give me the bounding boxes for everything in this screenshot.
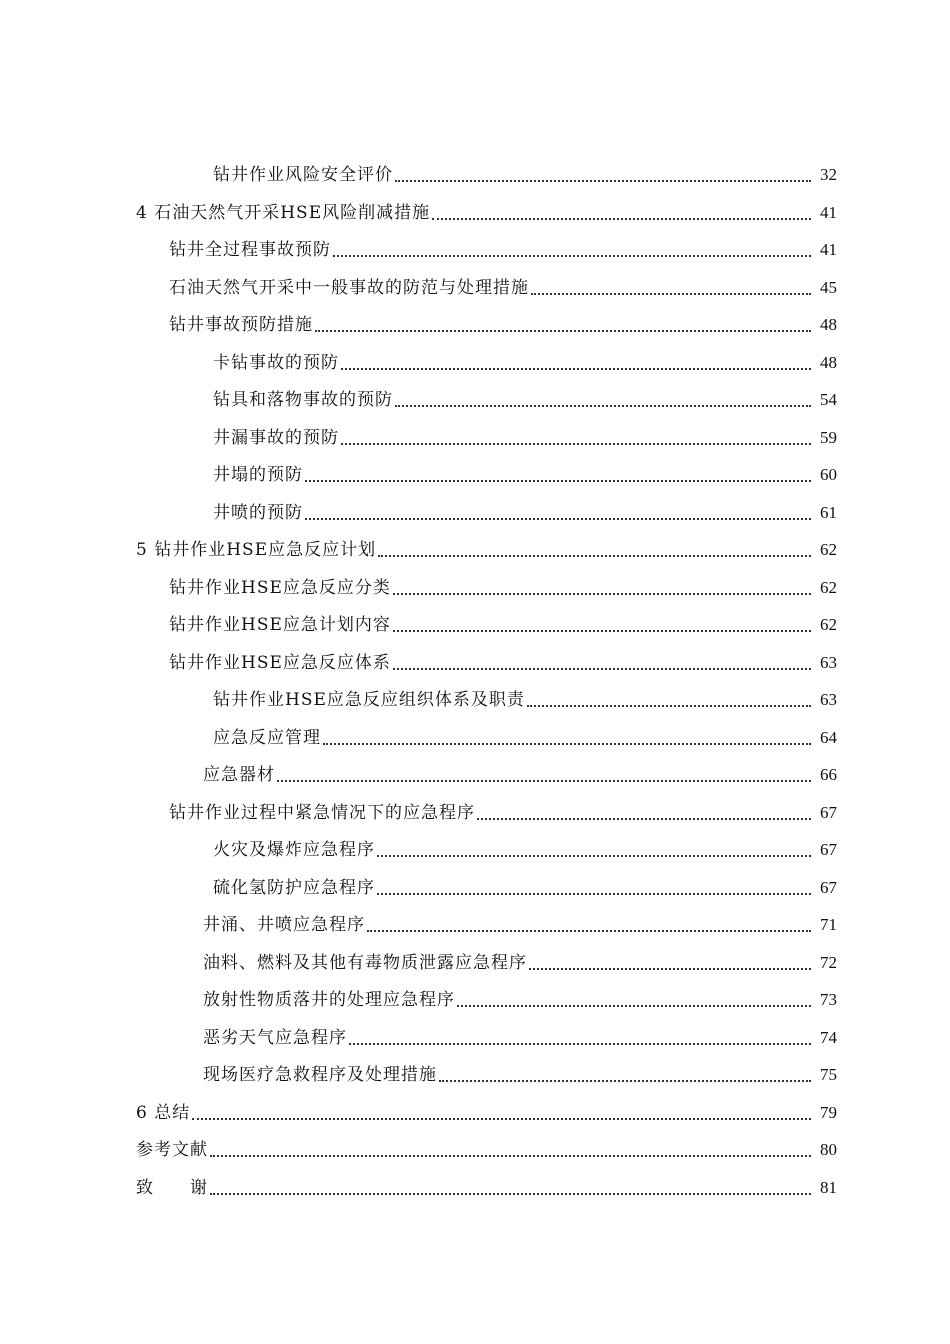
dot-leader: [192, 1118, 811, 1120]
toc-entry-title: 火灾及爆炸应急程序: [213, 840, 375, 860]
toc-entry-page: 62: [820, 615, 837, 634]
toc-entry-title: 致 谢: [136, 1178, 208, 1198]
toc-entry-page: 48: [820, 315, 837, 334]
toc-entry-page: 32: [820, 165, 837, 184]
toc-entry-title: 井漏事故的预防: [213, 428, 339, 448]
toc-entry-title: 钻井全过程事故预防: [169, 240, 331, 260]
toc-entry[interactable]: [169, 794, 837, 824]
toc-entry[interactable]: [136, 1131, 837, 1161]
dot-leader: [432, 218, 811, 220]
toc-entry-title: 油料、燃料及其他有毒物质泄露应急程序: [203, 953, 527, 973]
toc-entry-title: 5 钻井作业HSE应急反应计划: [136, 540, 377, 560]
toc-entry-page: 71: [820, 915, 837, 934]
toc-entry-title: 硫化氢防护应急程序: [213, 878, 375, 898]
toc-entry-page: 48: [820, 353, 837, 372]
toc-entry-title: 钻井作业HSE应急反应组织体系及职责: [213, 690, 525, 710]
dot-leader: [529, 968, 811, 970]
toc-entry-page: 41: [820, 203, 837, 222]
dot-leader: [305, 518, 811, 520]
toc-entry-title: 应急反应管理: [213, 728, 321, 748]
toc-entry[interactable]: [213, 381, 837, 411]
toc-entry[interactable]: [213, 831, 837, 861]
toc-entry[interactable]: [136, 531, 837, 561]
toc-entry[interactable]: [136, 1094, 837, 1124]
toc-entry-page: 63: [820, 653, 837, 672]
toc-entry[interactable]: [213, 156, 837, 186]
dot-leader: [367, 930, 811, 932]
toc-entry-page: 41: [820, 240, 837, 259]
toc-entry-title: 6 总结: [136, 1103, 191, 1123]
toc-entry-page: 61: [820, 503, 837, 522]
toc-entry-page: 60: [820, 465, 837, 484]
toc-entry-page: 62: [820, 540, 837, 559]
toc-entry-page: 80: [820, 1140, 837, 1159]
toc-entry[interactable]: [203, 981, 837, 1011]
dot-leader: [341, 443, 811, 445]
dot-leader: [315, 330, 811, 332]
toc-entry[interactable]: [136, 1169, 837, 1199]
toc-entry[interactable]: [213, 494, 837, 524]
toc-entry[interactable]: [213, 456, 837, 486]
toc-entry[interactable]: [169, 269, 837, 299]
toc-entry[interactable]: [203, 756, 837, 786]
dot-leader: [333, 255, 811, 257]
dot-leader: [210, 1193, 811, 1195]
toc-entry-page: 45: [820, 278, 837, 297]
toc-entry-title: 放射性物质落井的处理应急程序: [203, 990, 455, 1010]
toc-entry[interactable]: [169, 569, 837, 599]
toc-entry-title: 钻井作业过程中紧急情况下的应急程序: [169, 803, 475, 823]
dot-leader: [305, 480, 811, 482]
dot-leader: [457, 1005, 811, 1007]
toc-entry-title: 钻井作业风险安全评价: [213, 165, 393, 185]
toc-entry-page: 79: [820, 1103, 837, 1122]
toc-entry-title: 石油天然气开采中一般事故的防范与处理措施: [169, 278, 529, 298]
toc-entry[interactable]: [169, 644, 837, 674]
toc-entry-title: 卡钻事故的预防: [213, 353, 339, 373]
dot-leader: [323, 743, 811, 745]
toc-entry-page: 73: [820, 990, 837, 1009]
toc-entry-page: 64: [820, 728, 837, 747]
dot-leader: [439, 1080, 811, 1082]
toc-entry-title: 钻井作业HSE应急反应分类: [169, 578, 391, 598]
toc-entry-page: 59: [820, 428, 837, 447]
toc-entry[interactable]: [169, 231, 837, 261]
dot-leader: [277, 780, 811, 782]
dot-leader: [395, 405, 811, 407]
toc-entry[interactable]: [213, 869, 837, 899]
dot-leader: [210, 1155, 811, 1157]
toc-entry-title: 应急器材: [203, 765, 275, 785]
toc-entry-title: 井喷的预防: [213, 503, 303, 523]
dot-leader: [393, 630, 811, 632]
toc-entry[interactable]: [213, 419, 837, 449]
toc-entry[interactable]: [203, 1019, 837, 1049]
toc-entry-title: 井涌、井喷应急程序: [203, 915, 365, 935]
dot-leader: [378, 555, 811, 557]
toc-entry-page: 62: [820, 578, 837, 597]
dot-leader: [393, 668, 811, 670]
toc-entry[interactable]: [136, 194, 837, 224]
toc-entry-title: 钻井事故预防措施: [169, 315, 313, 335]
toc-entry-title: 钻井作业HSE应急计划内容: [169, 615, 391, 635]
toc-entry-page: 67: [820, 878, 837, 897]
dot-leader: [527, 705, 811, 707]
toc-entry[interactable]: [213, 719, 837, 749]
dot-leader: [477, 818, 811, 820]
dot-leader: [393, 593, 811, 595]
toc-entry-title: 4 石油天然气开采HSE风险削减措施: [136, 203, 431, 223]
toc-entry[interactable]: [169, 606, 837, 636]
toc-entry-page: 75: [820, 1065, 837, 1084]
toc-entry[interactable]: [203, 906, 837, 936]
toc-entry[interactable]: [213, 681, 837, 711]
toc-entry-page: 63: [820, 690, 837, 709]
toc-entry-page: 67: [820, 803, 837, 822]
toc-entry-page: 66: [820, 765, 837, 784]
dot-leader: [377, 855, 811, 857]
dot-leader: [341, 368, 811, 370]
toc-entry-page: 72: [820, 953, 837, 972]
dot-leader: [531, 293, 811, 295]
toc-entry-title: 井塌的预防: [213, 465, 303, 485]
toc-entry-title: 钻具和落物事故的预防: [213, 390, 393, 410]
toc-entry-title: 参考文献: [136, 1140, 208, 1160]
toc-entry[interactable]: [169, 306, 837, 336]
dot-leader: [395, 180, 811, 182]
toc-entry-page: 74: [820, 1028, 837, 1047]
dot-leader: [349, 1043, 811, 1045]
dot-leader: [377, 893, 811, 895]
toc-entry-page: 81: [820, 1178, 837, 1197]
toc-entry-title: 现场医疗急救程序及处理措施: [203, 1065, 437, 1085]
toc-entry-title: 恶劣天气应急程序: [203, 1028, 347, 1048]
toc-entry-page: 67: [820, 840, 837, 859]
toc-entry[interactable]: [203, 944, 837, 974]
toc-entry-title: 钻井作业HSE应急反应体系: [169, 653, 391, 673]
toc-entry[interactable]: [203, 1056, 837, 1086]
toc-entry[interactable]: [213, 344, 837, 374]
toc-entry-page: 54: [820, 390, 837, 409]
